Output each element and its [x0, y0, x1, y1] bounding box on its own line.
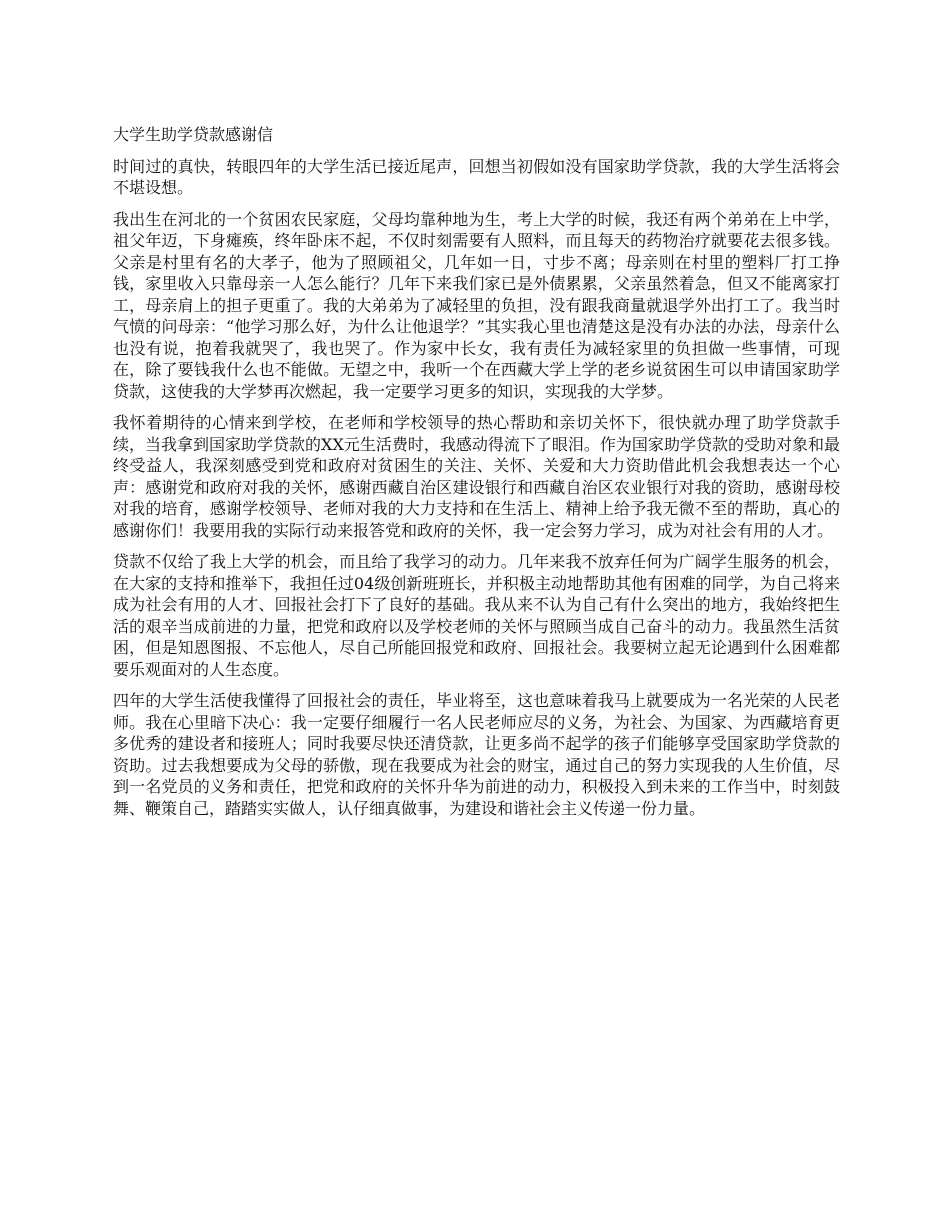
document-page	[113, 124, 840, 829]
paragraph-intro: 时间过的真快，转眼四年的大学生活已接近尾声，回想当初假如没有国家助学贷款，我的大学生活将会不堪设想。	[113, 156, 840, 197]
paragraph-family-background: 我出生在河北的一个贫困农民家庭，父母均靠种地为生，考上大学的时候，我还有两个弟弟在上中学，祖父年迈，下身瘫痪，终年卧床不起，不仅时刻需要有人照料，而且每天的药物治疗就要花去很多钱。父亲是村里有名的大孝子，他为了照顾祖父，几年如一日，寸步不离；母亲则在村里的塑料厂打工挣钱，家里收入只靠母亲一人怎么能行？几年下来我们家已是外债累累，父亲虽然着急，但又不能离家打工，母亲肩上的担子更重了。我的大弟弟为了减轻里的负担，没有跟我商量就退学外出打工了。我当时气愤的问母亲：“他学习那么好，为什么让他退学？”其实我心里也清楚这是没有办法的办法，母亲什么也没有说，抱着我就哭了，我也哭了。作为家中长女，我有责任为减轻家里的负担做一些事情，可现在，除了要钱我什么也不能做。无望之中，我听一个在西藏大学上学的老乡说贫困生可以申请国家助学贷款，这使我的大学梦再次燃起，我一定要学习更多的知识，实现我的大学梦。	[113, 209, 840, 401]
document-title: 大学生助学贷款感谢信	[113, 125, 274, 144]
paragraph-gratitude: 我怀着期待的心情来到学校，在老师和学校领导的热心帮助和亲切关怀下，很快就办理了助学贷款手续，当我拿到国家助学贷款的XX元生活费时，我感动得流下了眼泪。作为国家助学贷款的受助对象和最终受益人，我深刻感受到党和政府对贫困生的关注、关怀、关爱和大力资助借此机会我想表达一个心声：感谢党和政府对我的关怀，感谢西藏自治区建设银行和西藏自治区农业银行对我的资助，感谢母校对我的培育，感谢学校领导、老师对我的大力支持和在生活上、精神上给予我无微不至的帮助，真心的感谢你们！我要用我的实际行动来报答党和政府的关怀，我一定会努力学习，成为对社会有用的人才。	[113, 413, 840, 540]
paragraph-motivation: 贷款不仅给了我上大学的机会，而且给了我学习的动力。几年来我不放弃任何为广阔学生服务的机会，在大家的支持和推举下，我担任过04级创新班班长，并积极主动地帮助其他有困难的同学，为自己将来成为社会有用的人才、回报社会打下了良好的基础。我从来不认为自己有什么突出的地方，我始终把生活的艰辛当成前进的力量，把党和政府以及学校老师的关怀与照顾当成自己奋斗的动力。我虽然生活贫困，但是知恩图报、不忘他人，尽自己所能回报党和政府、回报社会。我要树立起无论遇到什么困难都要乐观面对的人生态度。	[113, 552, 840, 679]
paragraph-future-commitment: 四年的大学生活使我懂得了回报社会的责任，毕业将至，这也意味着我马上就要成为一名光荣的人民老师。我在心里暗下决心：我一定要仔细履行一名人民老师应尽的义务，为社会、为国家、为西藏培育更多优秀的建设者和接班人；同时我要尽快还清贷款，让更多尚不起学的孩子们能够享受国家助学贷款的资助。过去我想要成为父母的骄傲，现在我要成为社会的财宝，通过自己的努力实现我的人生价值，尽到一名党员的义务和责任，把党和政府的关怀升华为前进的动力，积极投入到未来的工作当中，时刻鼓舞、鞭策自己，踏踏实实做人，认仔细真做事，为建设和谐社会主义传递一份力量。	[113, 691, 840, 818]
